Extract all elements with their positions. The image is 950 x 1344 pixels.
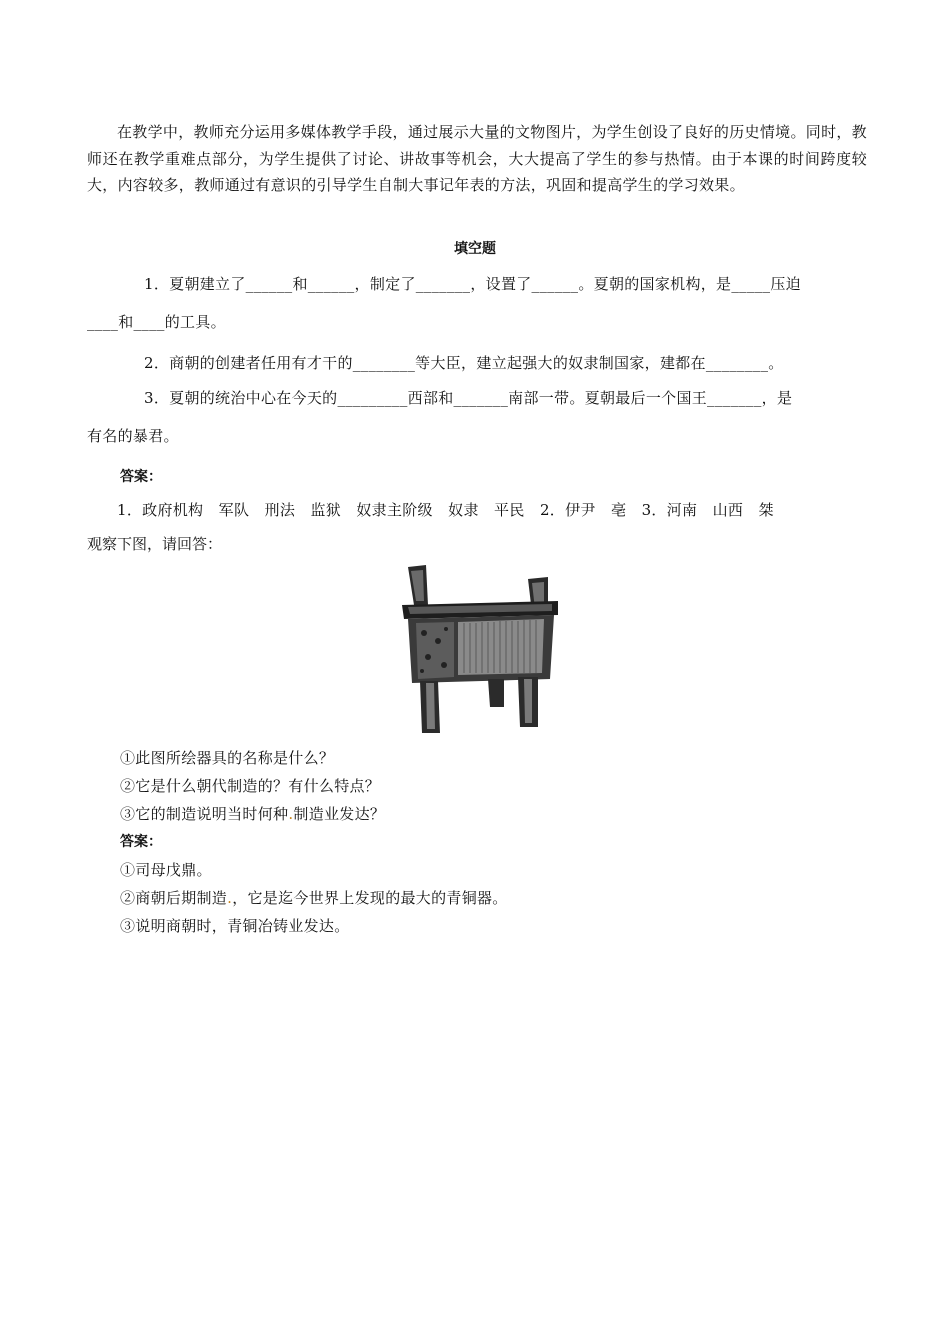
answer-label-2: 答案：: [120, 834, 162, 850]
observe-question-3-part2: 制造业发达？: [293, 805, 386, 823]
section-heading: 填空题: [454, 241, 496, 257]
question-2-text: 2．商朝的创建者任用有才干的________等大臣，建立起强大的奴隶制国家，建都在________。: [144, 354, 784, 372]
question-1-line2: ____和____的工具。: [87, 313, 226, 331]
observe-answer-2: [120, 887, 508, 908]
marker-dot: .: [288, 805, 294, 823]
question-3: [87, 387, 867, 446]
observe-question-3-part1: ③它的制造说明当时何种: [120, 805, 289, 823]
observe-prompt: 观察下图，请回答：: [87, 535, 223, 553]
question-1-line1: 1．夏朝建立了______和______，制定了_______，设置了______。夏朝的国家机构，是_____压迫: [144, 275, 801, 293]
fill-in-answers: 1．政府机构 军队 刑法 监狱 奴隶主阶级 奴隶 平民 2．伊尹 亳 3．河南 山西 桀: [117, 501, 774, 519]
observe-answer-2-part2: ，它是迄今世界上发现的最大的青铜器。: [232, 889, 508, 907]
observe-question-2: ②它是什么朝代制造的？有什么特点？: [120, 777, 381, 795]
bronze-ding-vessel-icon: [398, 561, 562, 737]
observe-question-1: ①此图所绘器具的名称是什么？: [120, 749, 335, 767]
observe-answer-1: ①司母戊鼎。: [120, 861, 212, 879]
question-1: [87, 273, 867, 332]
question-3-line2: 有名的暴君。: [87, 427, 179, 445]
observe-answer-3: ③说明商朝时，青铜冶铸业发达。: [120, 917, 350, 935]
question-3-line1: 3．夏朝的统治中心在今天的_________西部和_______南部一带。夏朝最后一个国王_______，是: [144, 389, 793, 407]
question-2: [87, 352, 867, 373]
observe-question-3: [120, 803, 385, 824]
intro-paragraph: 在教学中，教师充分运用多媒体教学手段，通过展示大量的文物图片，为学生创设了良好的历史情境。同时，教师还在教学重难点部分，为学生提供了讨论、讲故事等机会，大大提高了学生的参与热情。由于本课的时间跨度较大，内容较多，教师通过有意识的引导学生自制大事记年表的方法，巩固和提高学生的学习效果。: [87, 123, 867, 194]
answer-label-1: 答案：: [120, 469, 162, 485]
observe-answer-2-part1: ②商朝后期制造: [120, 889, 228, 907]
marker-dot-2: .: [227, 889, 233, 907]
